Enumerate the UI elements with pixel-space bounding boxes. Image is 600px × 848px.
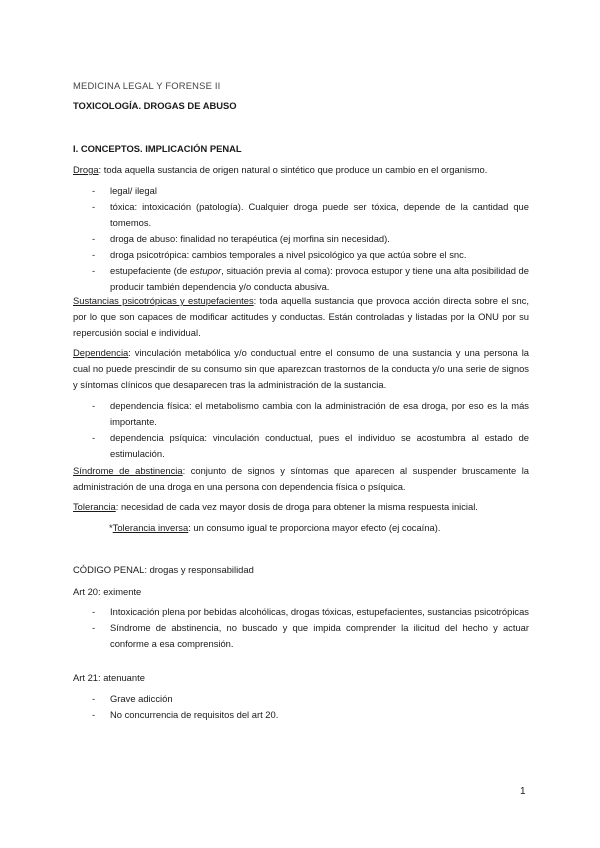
- list-item: - droga psicotrópica: cambios temporales a nivel psicológico ya que actúa sobre el snc.: [92, 247, 529, 263]
- term-tolerancia: Tolerancia: [73, 501, 116, 512]
- definition-text: : toda aquella sustancia de origen natural o sintético que produce un cambio en el organismo.: [98, 164, 488, 175]
- term-tolerancia-inversa: Tolerancia inversa: [112, 522, 189, 533]
- term-abstinencia: Síndrome de abstinencia: [73, 465, 183, 476]
- section-heading-codigo-penal: CÓDIGO PENAL: drogas y responsabilidad: [73, 564, 254, 575]
- definition-sustancias: [73, 293, 529, 341]
- definition-text: : un consumo igual te proporciona mayor efecto (ej cocaína).: [188, 522, 441, 533]
- art21-list: [92, 691, 529, 723]
- definition-tolerancia: [73, 499, 529, 515]
- definition-text: : necesidad de cada vez mayor dosis de droga para obtener la misma respuesta inicial.: [115, 501, 478, 512]
- droga-types-list: [92, 183, 529, 295]
- art20-label: Art 20: eximente: [73, 586, 142, 597]
- definition-text: : vinculación metabólica y/o conductual entre el consumo de una sustancia y una persona la cual no puede prescindir de su consumo sin que aparezcan trastornos de la conducta y/o una serie de signos y síntomas clínicos que desaparecen tras la administración de la sustancia.: [73, 347, 529, 390]
- art20-list: [92, 604, 529, 652]
- definition-tolerancia-inversa: [109, 520, 529, 536]
- course-name: MEDICINA LEGAL Y FORENSE II: [73, 80, 221, 91]
- definition-text: : conjunto de signos y síntomas que aparecen al suspender bruscamente la administración de una droga en una persona con dependencia física o psíquica.: [73, 465, 529, 492]
- list-item-emphasis: estupor: [189, 265, 222, 276]
- list-item: - dependencia psíquica: vinculación conductual, pues el individuo se acostumbra al estado de estimulación.: [92, 430, 529, 462]
- section-heading-conceptos: I. CONCEPTOS. IMPLICACIÓN PENAL: [73, 143, 242, 154]
- term-sustancias: Sustancias psicotrópicas y estupefacientes: [73, 295, 254, 306]
- list-item: - Intoxicación plena por bebidas alcohólicas, drogas tóxicas, estupefacientes, sustancias psicotrópicas: [92, 604, 529, 620]
- list-item: - dependencia física: el metabolismo cambia con la administración de esa droga, por eso es la más importante.: [92, 398, 529, 430]
- asterisk: *: [109, 522, 113, 533]
- list-item-text: , situación previa al coma): provoca estupor y tiene una alta posibilidad de producir también dependencia y/o conducta abusiva.: [110, 265, 529, 292]
- definition-dependencia: [73, 345, 529, 393]
- list-item: - No concurrencia de requisitos del art 20.: [92, 707, 529, 723]
- page-number: 1: [520, 786, 526, 797]
- dependencia-types-list: [92, 398, 529, 462]
- term-droga: Droga: [73, 164, 99, 175]
- list-item: - Grave adicción: [92, 691, 529, 707]
- list-item: - legal/ ilegal: [92, 183, 529, 199]
- definition-abstinencia: [73, 463, 529, 495]
- definition-text: : toda aquella sustancia que provoca acción directa sobre el snc, por lo que son capaces de modificar actitudes y conductas. Están controladas y listadas por la ONU por su repercusión social e individual.: [73, 295, 529, 338]
- list-item: - tóxica: intoxicación (patología). Cualquier droga puede ser tóxica, depende de la cantidad que tomemos.: [92, 199, 529, 231]
- list-item: - Síndrome de abstinencia, no buscado y que impida comprender la ilicitud del hecho y actuar conforme a esa comprensión.: [92, 620, 529, 652]
- document-title: TOXICOLOGÍA. DROGAS DE ABUSO: [73, 100, 237, 111]
- art21-label: Art 21: atenuante: [73, 672, 145, 683]
- definition-droga: [73, 162, 529, 178]
- list-item: [92, 263, 529, 295]
- list-item: - droga de abuso: finalidad no terapéutica (ej morfina sin necesidad).: [92, 231, 529, 247]
- term-dependencia: Dependencia: [73, 347, 129, 358]
- list-item-text: estupefaciente (de: [110, 265, 190, 276]
